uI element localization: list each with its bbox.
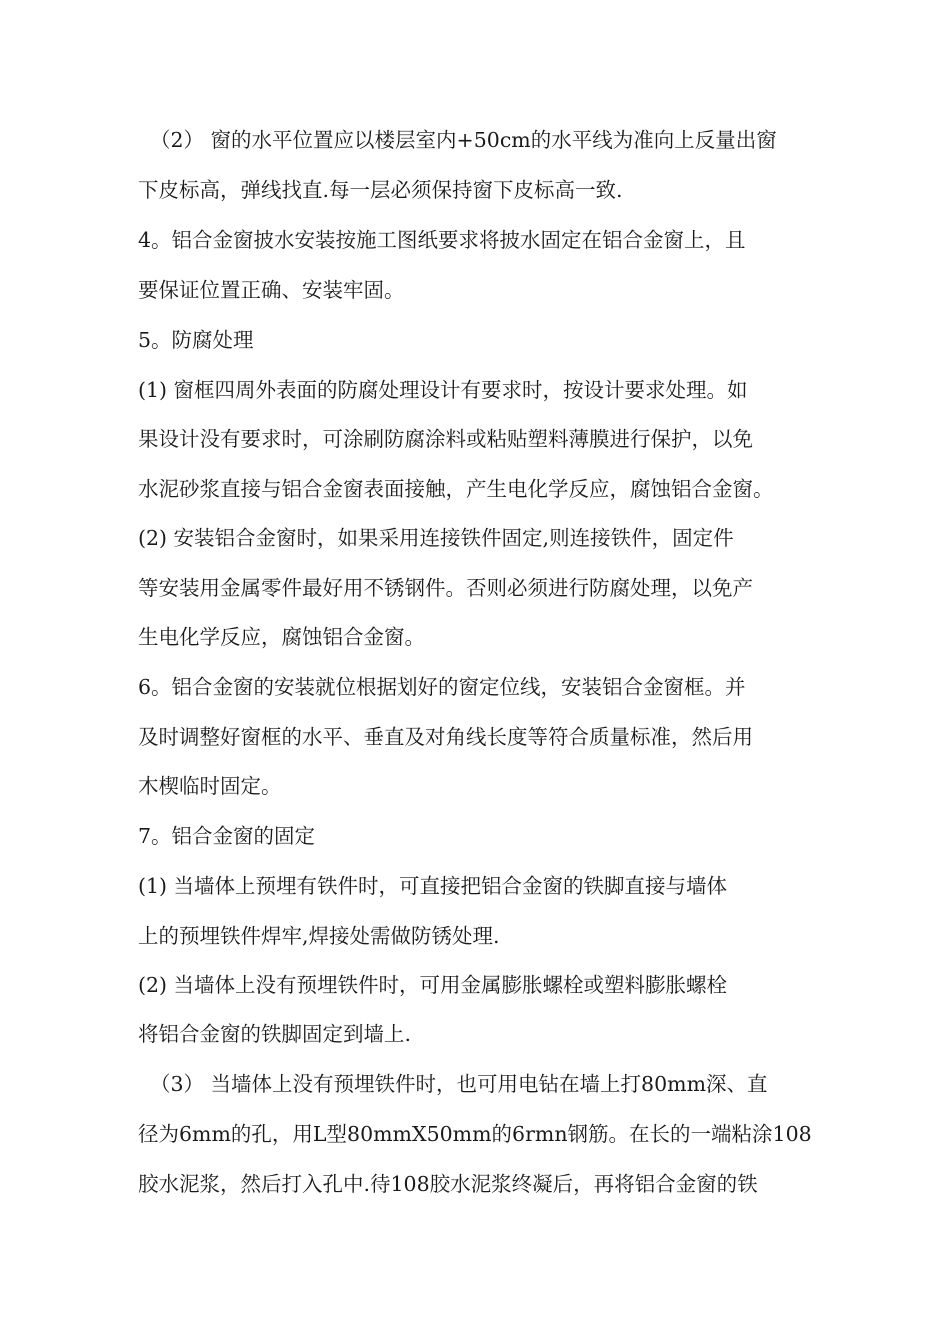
- text-line: 将铝合金窗的铁脚固定到墙上.: [138, 1022, 412, 1046]
- text-line: （2） 窗的水平位置应以楼层室内+50cm的水平线为准向上反量出窗: [150, 128, 777, 152]
- text-line: 等安装用金属零件最好用不锈钢件。否则必须进行防腐处理，以免产: [138, 576, 753, 600]
- text-line: 下皮标高，弹线找直.每一层必须保持窗下皮标高一致.: [138, 178, 623, 202]
- text-line: 胶水泥浆，然后打入孔中.待108胶水泥浆终凝后，再将铝合金窗的铁: [138, 1172, 758, 1196]
- text-line: 上的预埋铁件焊牢,焊接处需做防锈处理.: [138, 924, 500, 948]
- text-line: 6。铝合金窗的安装就位根据划好的窗定位线，安装铝合金窗框。并: [138, 675, 746, 699]
- section-heading: 5。防腐处理: [138, 328, 254, 352]
- section-heading: 7。铝合金窗的固定: [138, 824, 316, 848]
- text-line: 要保证位置正确、安装牢固。: [138, 278, 405, 302]
- text-line: 及时调整好窗框的水平、垂直及对角线长度等符合质量标准，然后用: [138, 725, 753, 749]
- text-line: 生电化学反应，腐蚀铝合金窗。: [138, 625, 425, 649]
- text-line: (1) 当墙体上预埋有铁件时，可直接把铝合金窗的铁脚直接与墙体: [138, 874, 728, 898]
- text-line: 木楔临时固定。: [138, 774, 282, 798]
- text-line: 径为6mm的孔，用L型80mmX50mm的6rmn钢筋。在长的一端粘涂108: [138, 1122, 812, 1146]
- text-line: (2) 当墙体上没有预埋铁件时，可用金属膨胀螺栓或塑料膨胀螺栓: [138, 973, 728, 997]
- text-line: （3） 当墙体上没有预埋铁件时，也可用电钻在墙上打80mm深、直: [150, 1072, 768, 1096]
- text-line: 水泥砂浆直接与铝合金窗表面接触，产生电化学反应，腐蚀铝合金窗。: [138, 477, 774, 501]
- text-line: (1) 窗框四周外表面的防腐处理设计有要求时，按设计要求处理。如: [138, 378, 748, 402]
- text-line: 果设计没有要求时，可涂刷防腐涂料或粘贴塑料薄膜进行保护，以免: [138, 427, 753, 451]
- text-line: 4。铝合金窗披水安装按施工图纸要求将披水固定在铝合金窗上，且: [138, 228, 746, 252]
- text-line: (2) 安装铝合金窗时，如果采用连接铁件固定,则连接铁件，固定件: [138, 526, 734, 550]
